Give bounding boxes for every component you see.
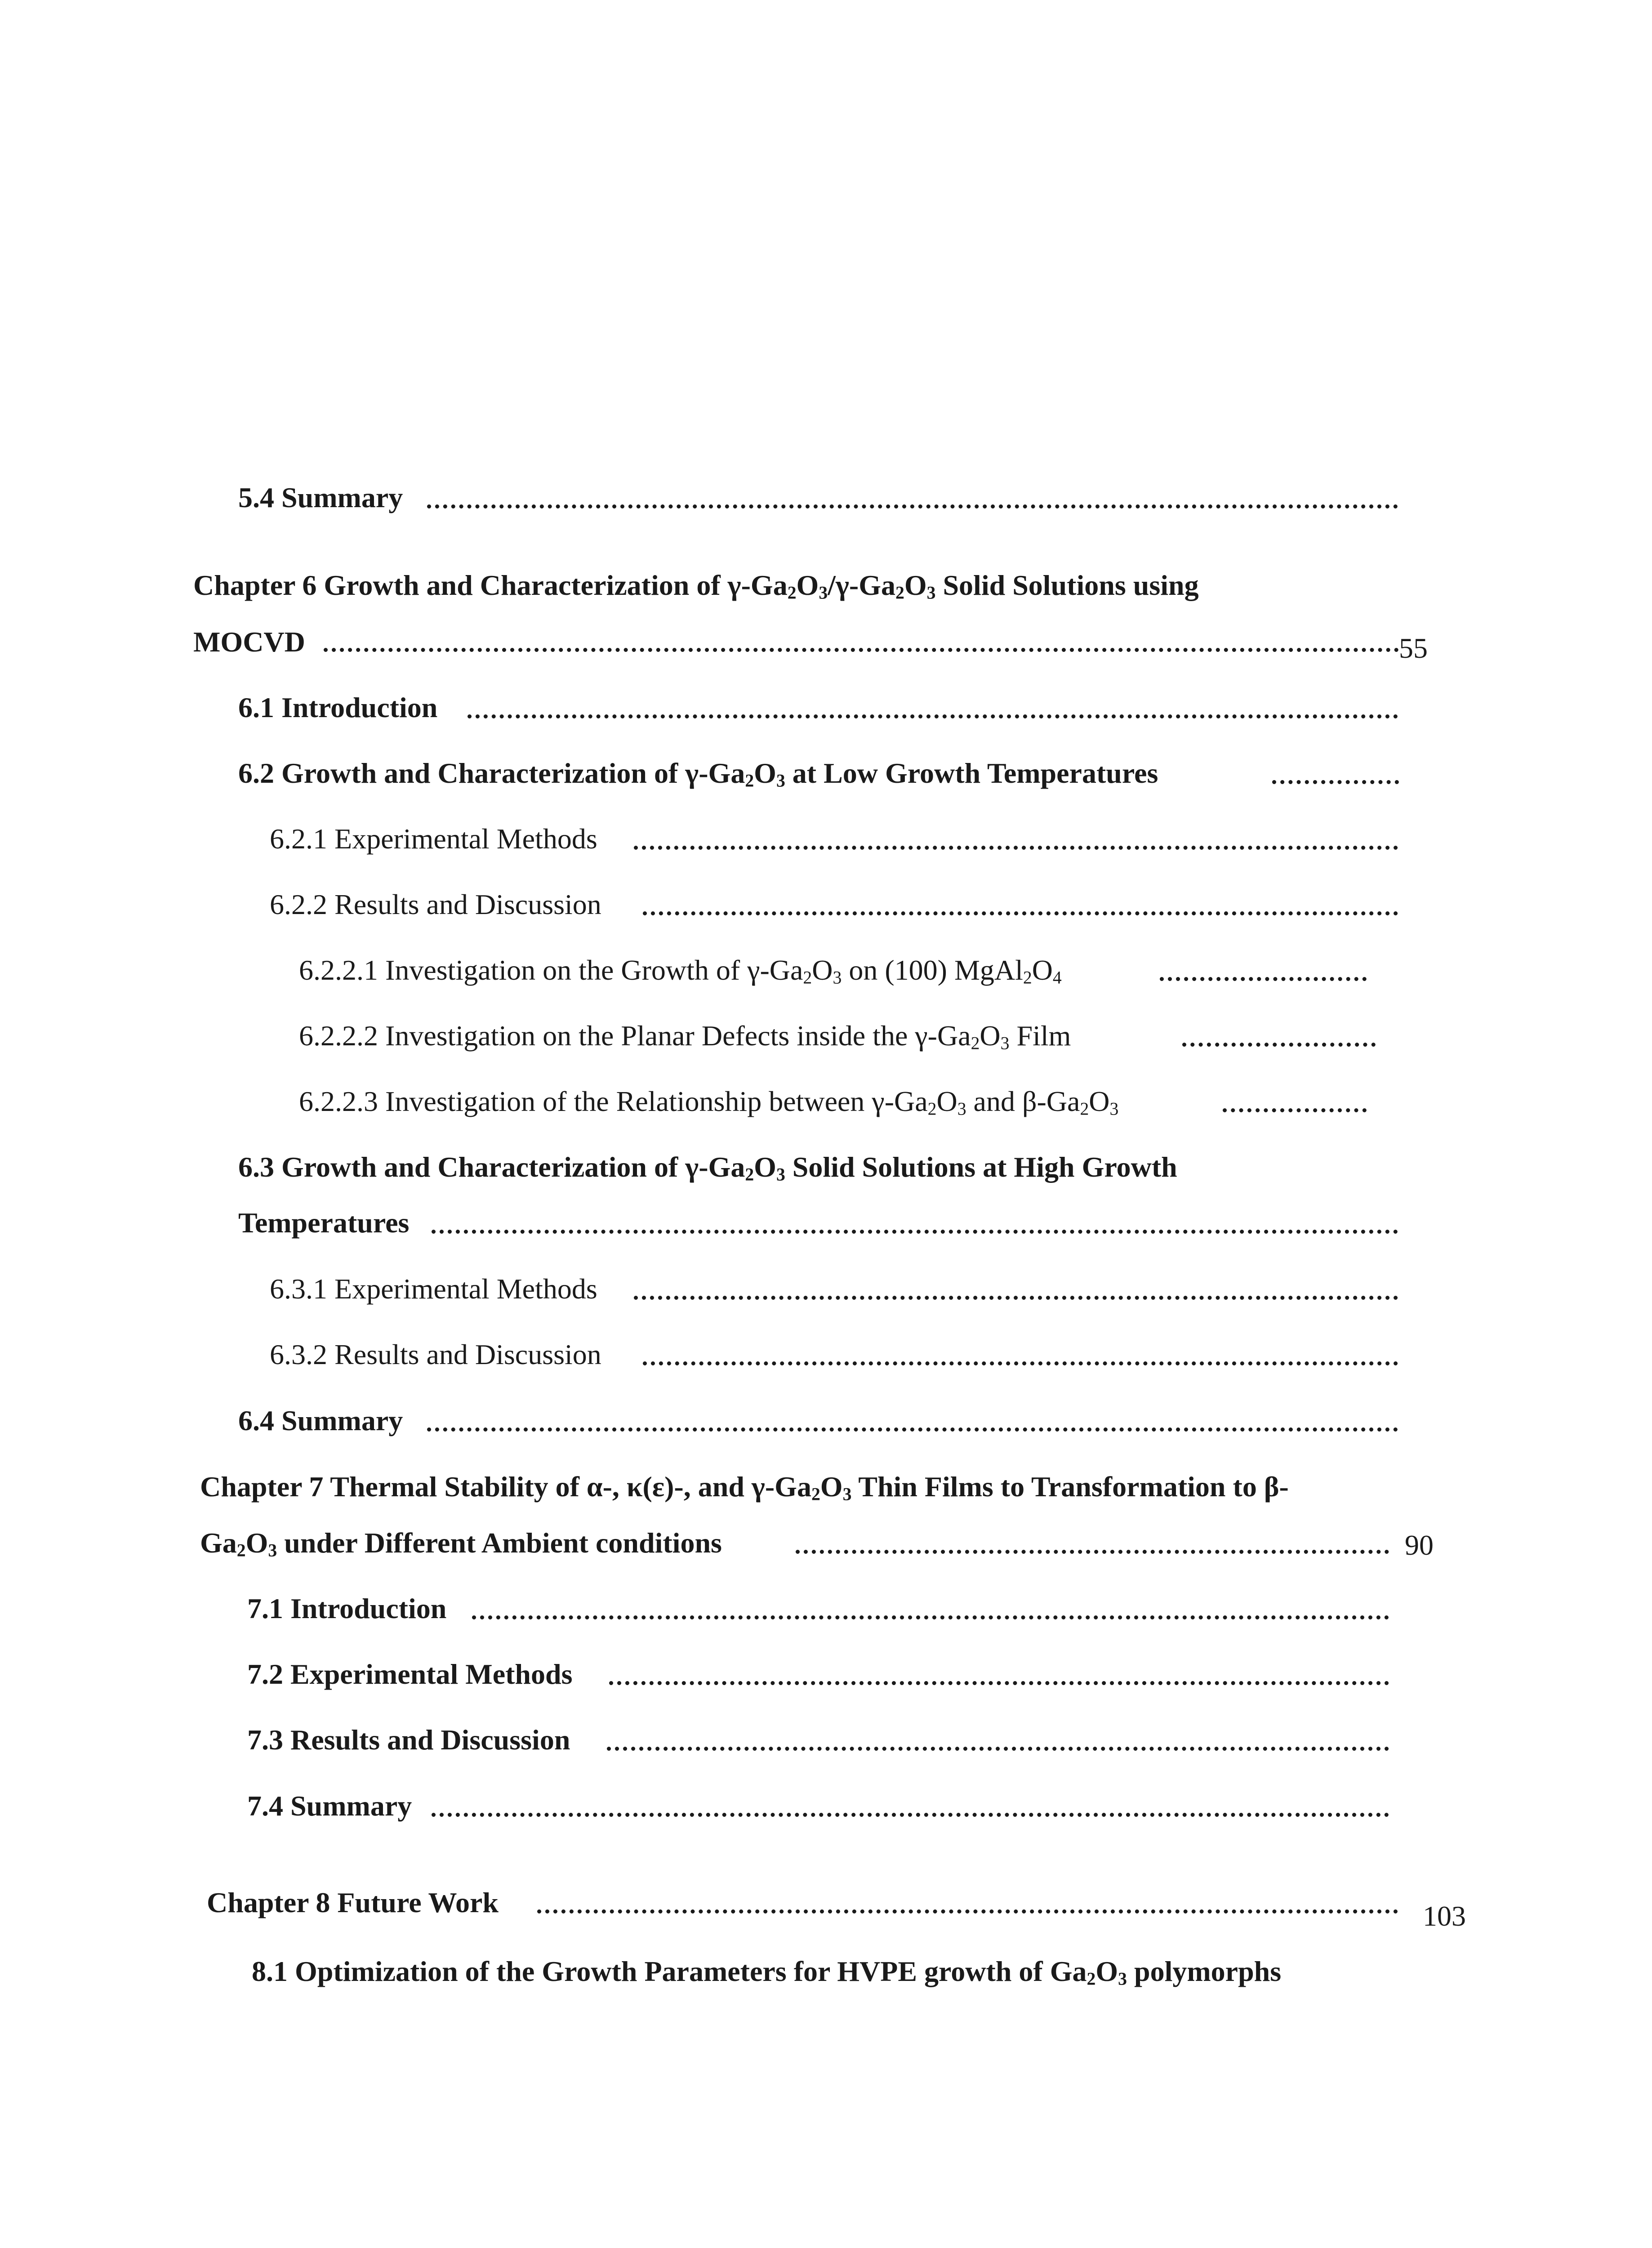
section-title: Results and Discussion — [290, 1724, 570, 1756]
dot-leader — [537, 1909, 1398, 1913]
dot-leader — [1182, 1043, 1376, 1047]
dot-leader — [796, 1550, 1389, 1554]
toc-entry-6-3-2 — [270, 1340, 601, 1369]
dot-leader — [432, 1230, 1398, 1234]
section-title: Investigation on the Planar Defects inside the $\gamma-Ga_2O_3$ Film — [385, 1020, 1071, 1053]
dot-leader — [472, 1615, 1389, 1619]
toc-entry-6-3-line-1 — [238, 1151, 1177, 1185]
chapter-label: Chapter 6 — [193, 569, 317, 601]
section-number: 6.3 — [238, 1151, 274, 1183]
section-title: Growth and Characterization of $\gamma-Ga_2O_3$ at Low Growth Temperatures — [281, 757, 1158, 791]
section-title: Investigation of the Relationship between $\gamma-Ga_2O_3$ and $\beta-Ga_2O_3$ — [385, 1085, 1119, 1119]
chapter-title: Future Work — [337, 1887, 499, 1918]
section-number: 6.2.2.3 — [299, 1085, 378, 1117]
toc-entry-7-2 — [247, 1660, 573, 1689]
toc-entry-7-1 — [247, 1594, 446, 1623]
chapter-title-continued: $Ga_2O_3$ under Different Ambient conditions — [200, 1527, 722, 1561]
chapter-label: Chapter 7 — [200, 1471, 324, 1503]
toc-entry-6-1 — [238, 693, 437, 722]
section-number: 6.2.2.1 — [299, 954, 378, 986]
section-number: 6.2.2.2 — [299, 1020, 378, 1052]
section-title: Results and Discussion — [334, 888, 601, 920]
toc-entry-7-4 — [247, 1792, 412, 1820]
chapter-label: Chapter 8 — [207, 1887, 330, 1918]
section-number: 6.1 — [238, 691, 274, 723]
section-number: 6.2.2 — [270, 888, 327, 920]
dot-leader — [1223, 1108, 1367, 1112]
section-title: Investigation on the Growth of $\gamma-Ga_2O_3$ on (100) $MgAl_2O_4$ — [385, 954, 1062, 988]
dot-leader — [427, 504, 1398, 508]
section-title: Introduction — [281, 691, 438, 723]
section-number: 6.2 — [238, 757, 274, 789]
section-number: 5.4 — [238, 482, 274, 513]
dot-leader — [324, 648, 1399, 652]
section-number: 7.3 — [247, 1724, 283, 1756]
page-number: 103 — [1423, 1900, 1466, 1932]
section-number: 7.4 — [247, 1790, 283, 1822]
toc-entry-6-3-1 — [270, 1275, 597, 1303]
page-number: 90 — [1405, 1529, 1434, 1561]
section-title: Experimental Methods — [334, 1273, 597, 1305]
toc-entry-7-3 — [247, 1726, 570, 1754]
dot-leader — [643, 1361, 1398, 1365]
dot-leader — [427, 1427, 1398, 1432]
dot-leader — [607, 1747, 1389, 1751]
toc-chapter-6-line-1 — [193, 569, 1199, 603]
section-number: 6.2.1 — [270, 823, 327, 855]
section-number: 6.3.1 — [270, 1273, 327, 1305]
toc-entry-5-4 — [238, 483, 403, 512]
toc-chapter-7-line-1 — [200, 1471, 1289, 1504]
section-title: Summary — [290, 1790, 412, 1822]
dot-leader — [609, 1681, 1389, 1685]
dot-leader — [1160, 977, 1367, 981]
dot-leader — [1272, 780, 1399, 784]
section-title-continued: Temperatures — [238, 1207, 410, 1239]
toc-entry-6-2-2-1 — [299, 954, 1062, 988]
toc-entry-6-2-2-2 — [299, 1020, 1071, 1053]
toc-chapter-7-line-2 — [200, 1527, 722, 1561]
toc-entry-6-2-2-3 — [299, 1085, 1119, 1119]
chapter-title-continued: MOCVD — [193, 626, 305, 658]
section-title: Introduction — [290, 1592, 447, 1624]
dot-leader — [643, 911, 1398, 915]
dot-leader — [634, 1296, 1398, 1300]
section-title: Optimization of the Growth Parameters for HVPE growth of $Ga_2O_3$ polymorphs — [295, 1955, 1282, 1989]
section-title: Experimental Methods — [334, 823, 597, 855]
toc-entry-6-2-2 — [270, 890, 601, 919]
toc-entry-6-2-1 — [270, 825, 597, 853]
section-number: 7.2 — [247, 1658, 283, 1690]
section-number: 6.4 — [238, 1405, 274, 1436]
section-number: 6.3.2 — [270, 1338, 327, 1370]
section-number: 7.1 — [247, 1592, 283, 1624]
chapter-title: Thermal Stability of α-, κ(ε)-, and $\gamma-Ga_2O_3$ Thin Films to Transformation to β- — [330, 1471, 1289, 1504]
section-title: Summary — [281, 1405, 403, 1436]
toc-entry-6-4 — [238, 1406, 403, 1435]
dot-leader — [432, 1813, 1389, 1817]
section-number: 8.1 — [252, 1955, 288, 1987]
chapter-title: Growth and Characterization of $\gamma-Ga_2O_3/\gamma-Ga_2O_3$ Solid Solutions using — [324, 569, 1199, 603]
toc-entry-6-3-line-2 — [238, 1209, 409, 1237]
section-title: Experimental Methods — [290, 1658, 573, 1690]
dot-leader — [634, 846, 1398, 850]
section-title: Growth and Characterization of $\gamma-Ga_2O_3$ Solid Solutions at High Growth — [281, 1151, 1177, 1185]
toc-chapter-6-line-2 — [193, 628, 305, 656]
page-number: 55 — [1399, 632, 1428, 664]
toc-entry-8-1 — [252, 1955, 1282, 1989]
section-title: Summary — [281, 482, 403, 513]
toc-chapter-8 — [207, 1888, 499, 1917]
section-title: Results and Discussion — [334, 1338, 601, 1370]
toc-entry-6-2 — [238, 757, 1158, 791]
dot-leader — [468, 714, 1398, 718]
